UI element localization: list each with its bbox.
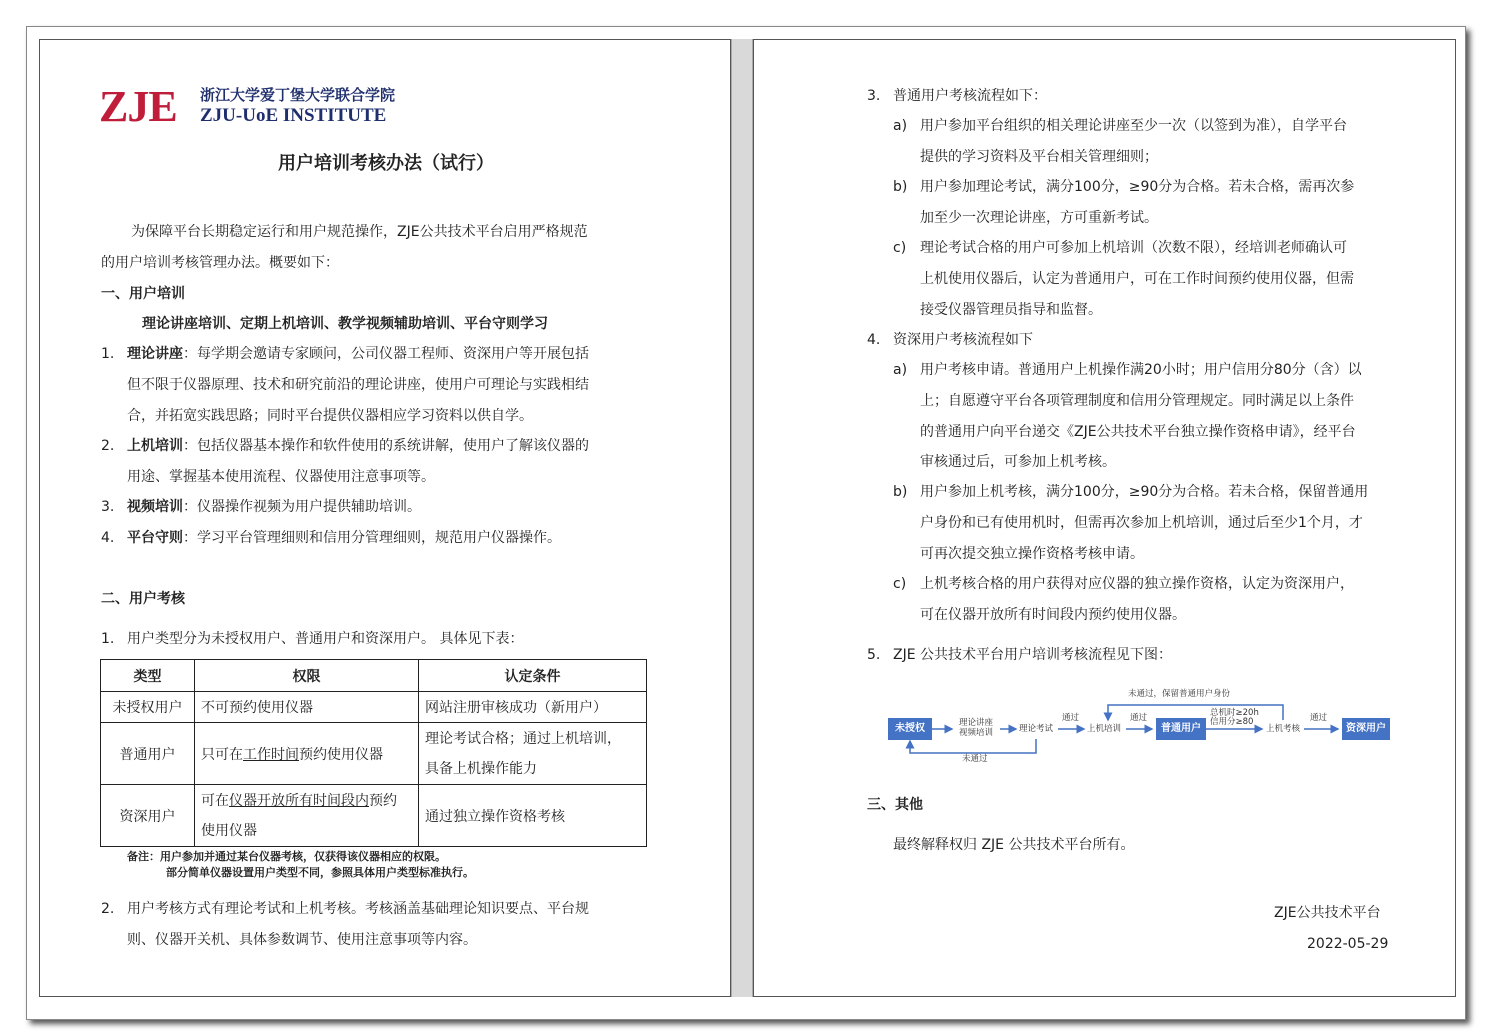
flow-label: 理论考试 <box>1019 724 1054 734</box>
table-header: 权限 <box>195 660 419 692</box>
list-item-cont: 用途、掌握基本使用流程、仪器使用注意事项等。 <box>127 469 435 485</box>
table-cell: 资深用户 <box>101 785 195 847</box>
list-number: 4. <box>867 332 881 348</box>
list-item: ZJE 公共技术平台用户培训考核流程见下图： <box>893 647 1173 663</box>
flow-label: 视频培训 <box>959 728 994 738</box>
sub-item: 用户参加理论考试，满分100分，≥90分为合格。若未合格，需再次参 <box>920 179 1355 195</box>
table-header: 类型 <box>101 660 195 692</box>
sub-item-cont: 的普通用户向平台递交《ZJE公共技术平台独立操作资格申请》，经平台 <box>920 424 1356 440</box>
training-flow-diagram <box>888 685 1398 775</box>
flow-feedback-arrow <box>910 739 1036 753</box>
page-right <box>753 39 1456 997</box>
logo-english-name: ZJU-UoE INSTITUTE <box>200 105 387 126</box>
intro-line: 的用户培训考核管理办法。概要如下： <box>101 255 339 271</box>
table-note: 部分简单仪器设置用户类型不同，参照具体用户类型标准执行。 <box>166 866 474 879</box>
sub-item-cont: 接受仪器管理员指导和监督。 <box>920 302 1102 318</box>
sub-item-mark: c) <box>893 576 907 592</box>
list-item: 平台守则：学习平台管理细则和信用分管理细则，规范用户仪器操作。 <box>127 530 561 546</box>
list-item: 普通用户考核流程如下： <box>893 88 1047 104</box>
list-item: 视频培训：仪器操作视频为用户提供辅助培训。 <box>127 499 421 515</box>
training-summary: 理论讲座培训、定期上机培训、教学视频辅助培训、平台守则学习 <box>142 316 548 332</box>
list-number: 3. <box>101 499 115 515</box>
sub-item: 用户参加平台组织的相关理论讲座至少一次（以签到为准），自学平台 <box>920 118 1347 134</box>
sub-item-cont: 上机使用仪器后，认定为普通用户，可在工作时间预约使用仪器，但需 <box>920 271 1354 287</box>
flow-label: 未通过 <box>962 754 988 764</box>
closing-text: 最终解释权归 ZJE 公共技术平台所有。 <box>893 837 1135 853</box>
flow-label: 通过 <box>1310 713 1328 723</box>
flow-label: 上机培训 <box>1087 724 1122 734</box>
list-number: 5. <box>867 647 881 663</box>
list-number: 4. <box>101 530 115 546</box>
sub-item-cont: 提供的学习资料及平台相关管理细则； <box>920 149 1158 165</box>
sub-item-mark: b) <box>893 179 908 195</box>
flow-label: 上机考核 <box>1266 724 1301 734</box>
table-cell: 普通用户 <box>101 723 195 785</box>
list-number: 1. <box>101 346 115 362</box>
section-heading-training: 一、用户培训 <box>101 286 185 302</box>
table-note: 备注：用户参加并通过某台仪器考核，仅获得该仪器相应的权限。 <box>127 850 446 863</box>
section-heading-assessment: 二、用户考核 <box>101 591 185 607</box>
list-item: 上机培训：包括仪器基本操作和软件使用的系统讲解，使用户了解该仪器的 <box>127 438 589 454</box>
table-cell: 理论考试合格；通过上机培训， 具备上机操作能力 <box>419 723 647 785</box>
sub-item-cont: 加至少一次理论讲座，方可重新考试。 <box>920 210 1158 226</box>
sub-item: 理论考试合格的用户可参加上机培训（次数不限），经培训老师确认可 <box>920 240 1347 256</box>
flow-label: 通过 <box>1130 713 1148 723</box>
signature-org: ZJE公共技术平台 <box>1274 905 1381 921</box>
table-row <box>101 692 647 723</box>
table-cell: 只可在工作时间预约使用仪器 <box>195 723 419 785</box>
sub-item-cont: 户身份和已有使用机时，但需再次参加上机培训，通过后至少1个月，才 <box>920 515 1363 531</box>
sub-item-mark: a) <box>893 362 908 378</box>
flow-label: 信用分≥80 <box>1210 717 1254 727</box>
list-item: 资深用户考核流程如下 <box>893 332 1033 348</box>
flow-node-senior-user: 资深用户 <box>1342 718 1390 740</box>
table-cell: 不可预约使用仪器 <box>195 692 419 723</box>
sub-item: 用户考核申请。普通用户上机操作满20小时；用户信用分80分（含）以 <box>920 362 1362 378</box>
sub-item-cont: 审核通过后，可参加上机考核。 <box>920 454 1116 470</box>
document-title: 用户培训考核办法（试行） <box>278 153 494 174</box>
page-gutter <box>731 39 753 997</box>
table-header-row <box>101 660 647 692</box>
list-number: 2. <box>101 901 115 917</box>
sub-item-cont: 可再次提交独立操作资格考核申请。 <box>920 546 1144 562</box>
table-cell: 可在仪器开放所有时间段内预约 使用仪器 <box>195 785 419 847</box>
signature-date: 2022-05-29 <box>1307 936 1389 952</box>
flow-node-unauthorized: 未授权 <box>888 718 932 740</box>
table-header: 认定条件 <box>419 660 647 692</box>
sub-item-cont: 上；自愿遵守平台各项管理制度和信用分管理规定。同时满足以上条件 <box>920 393 1354 409</box>
table-row <box>101 785 647 847</box>
table-cell: 通过独立操作资格考核 <box>419 785 647 847</box>
list-item-cont: 但不限于仪器原理、技术和研究前沿的理论讲座，使用户可理论与实践相结 <box>127 377 589 393</box>
table-cell: 网站注册审核成功（新用户） <box>419 692 647 723</box>
page-left <box>39 39 731 997</box>
sub-item: 用户参加上机考核，满分100分，≥90分为合格。若未合格，保留普通用 <box>920 484 1369 500</box>
flow-label: 通过 <box>1062 713 1080 723</box>
list-item: 用户考核方式有理论考试和上机考核。考核涵盖基础理论知识要点、平台规 <box>127 901 589 917</box>
table-row <box>101 723 647 785</box>
list-number: 2. <box>101 438 115 454</box>
section-heading-other: 三、其他 <box>867 797 923 813</box>
flow-label: 未通过，保留普通用户身份 <box>1128 689 1231 699</box>
list-number: 1. <box>101 631 115 647</box>
sub-item: 上机考核合格的用户获得对应仪器的独立操作资格，认定为资深用户， <box>920 576 1354 592</box>
flow-label: 总机时≥20h <box>1210 708 1259 718</box>
list-item-cont: 则、仪器开关机、具体参数调节、使用注意事项等内容。 <box>127 932 477 948</box>
list-item-cont: 合，并拓宽实践思路；同时平台提供仪器相应学习资料以供自学。 <box>127 408 533 424</box>
logo-chinese-name: 浙江大学爱丁堡大学联合学院 <box>200 86 396 104</box>
list-number: 3. <box>867 88 881 104</box>
list-item: 理论讲座：每学期会邀请专家顾问，公司仪器工程师、资深用户等开展包括 <box>127 346 589 362</box>
intro-line: 为保障平台长期稳定运行和用户规范操作，ZJE公共技术平台启用严格规范 <box>131 224 588 240</box>
flow-label: 理论讲座 <box>959 718 994 728</box>
zje-logo-icon: ZJE <box>99 82 177 131</box>
sub-item-mark: a) <box>893 118 908 134</box>
user-type-table <box>100 659 647 847</box>
flow-node-normal-user: 普通用户 <box>1156 718 1206 740</box>
sub-item-mark: c) <box>893 240 907 256</box>
sub-item-cont: 可在仪器开放所有时间段内预约使用仪器。 <box>920 607 1186 623</box>
list-item: 用户类型分为未授权用户、普通用户和资深用户。 具体见下表： <box>127 631 524 647</box>
sub-item-mark: b) <box>893 484 908 500</box>
table-cell: 未授权用户 <box>101 692 195 723</box>
